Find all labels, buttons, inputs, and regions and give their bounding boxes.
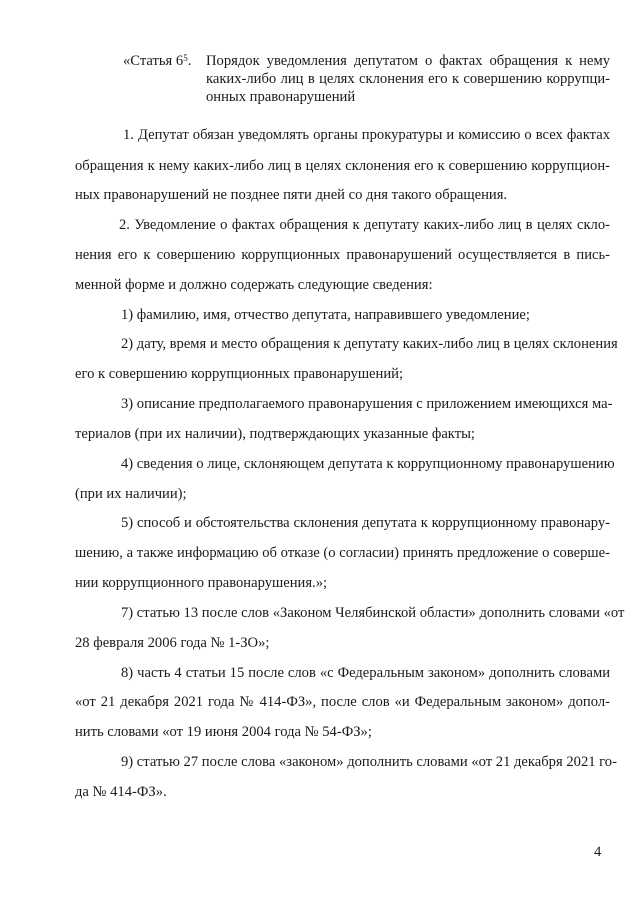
body-line: 3) описание предполагаемого правонарушения с приложением имеющихся ма-: [121, 396, 613, 412]
body-line: 8) часть 4 статьи 15 после слов «с Федеральным законом» дополнить словами: [121, 665, 610, 681]
body-line: 4) сведения о лице, склоняющем депутата к коррупционному правонарушению: [121, 456, 615, 472]
article-label-prefix: «Статья 6: [123, 53, 184, 69]
body-line: «от 21 декабря 2021 года № 414-ФЗ», после слов «и Федеральным законом» допол-: [75, 694, 610, 710]
article-heading-title-line2: каких-либо лиц в целях склонения его к совершению коррупци-: [206, 71, 610, 87]
article-heading-title-line1: Порядок уведомления депутатом о фактах обращения к нему: [206, 53, 610, 69]
body-line: нить словами «от 19 июня 2004 года № 54-ФЗ»;: [75, 724, 372, 740]
body-line: обращения к нему каких-либо лиц в целях склонения его к совершению коррупцион-: [75, 158, 610, 174]
body-line: 7) статью 13 после слов «Законом Челябинской области» дополнить словами «от: [121, 605, 625, 621]
body-line: шению, а также информацию об отказе (о согласии) принять предложение о соверше-: [75, 545, 610, 561]
body-line: 2. Уведомление о фактах обращения к депутату каких-либо лиц в целях скло-: [119, 217, 610, 233]
body-line: 9) статью 27 после слова «законом» дополнить словами «от 21 декабря 2021 го-: [121, 754, 617, 770]
body-line: 28 февраля 2006 года № 1-ЗО»;: [75, 635, 270, 651]
article-label-superscript: 5: [183, 53, 188, 63]
page-number: 4: [594, 844, 602, 860]
body-line: 2) дату, время и место обращения к депутату каких-либо лиц в целях склонения: [121, 336, 618, 352]
body-line: его к совершению коррупционных правонарушений;: [75, 366, 404, 382]
body-line: 5) способ и обстоятельства склонения депутата к коррупционному правонару-: [121, 515, 610, 531]
body-line: 1) фамилию, имя, отчество депутата, направившего уведомление;: [121, 307, 530, 323]
body-line: териалов (при их наличии), подтверждающих указанные факты;: [75, 426, 475, 442]
body-line: (при их наличии);: [75, 486, 187, 502]
body-line: ных правонарушений не позднее пяти дней со дня такого обращения.: [75, 187, 508, 203]
article-heading-label: [123, 53, 207, 70]
body-line: нения его к совершению коррупционных правонарушений осуществляется в пись-: [75, 247, 610, 263]
body-line: нии коррупционного правонарушения.»;: [75, 575, 328, 591]
body-line: 1. Депутат обязан уведомлять органы прокуратуры и комиссию о всех фактах: [123, 127, 610, 143]
article-heading-title-line3: онных правонарушений: [206, 89, 356, 105]
body-line: менной форме и должно содержать следующие сведения:: [75, 277, 433, 293]
article-label-suffix: .: [187, 53, 192, 69]
body-line: да № 414-ФЗ».: [75, 784, 167, 800]
